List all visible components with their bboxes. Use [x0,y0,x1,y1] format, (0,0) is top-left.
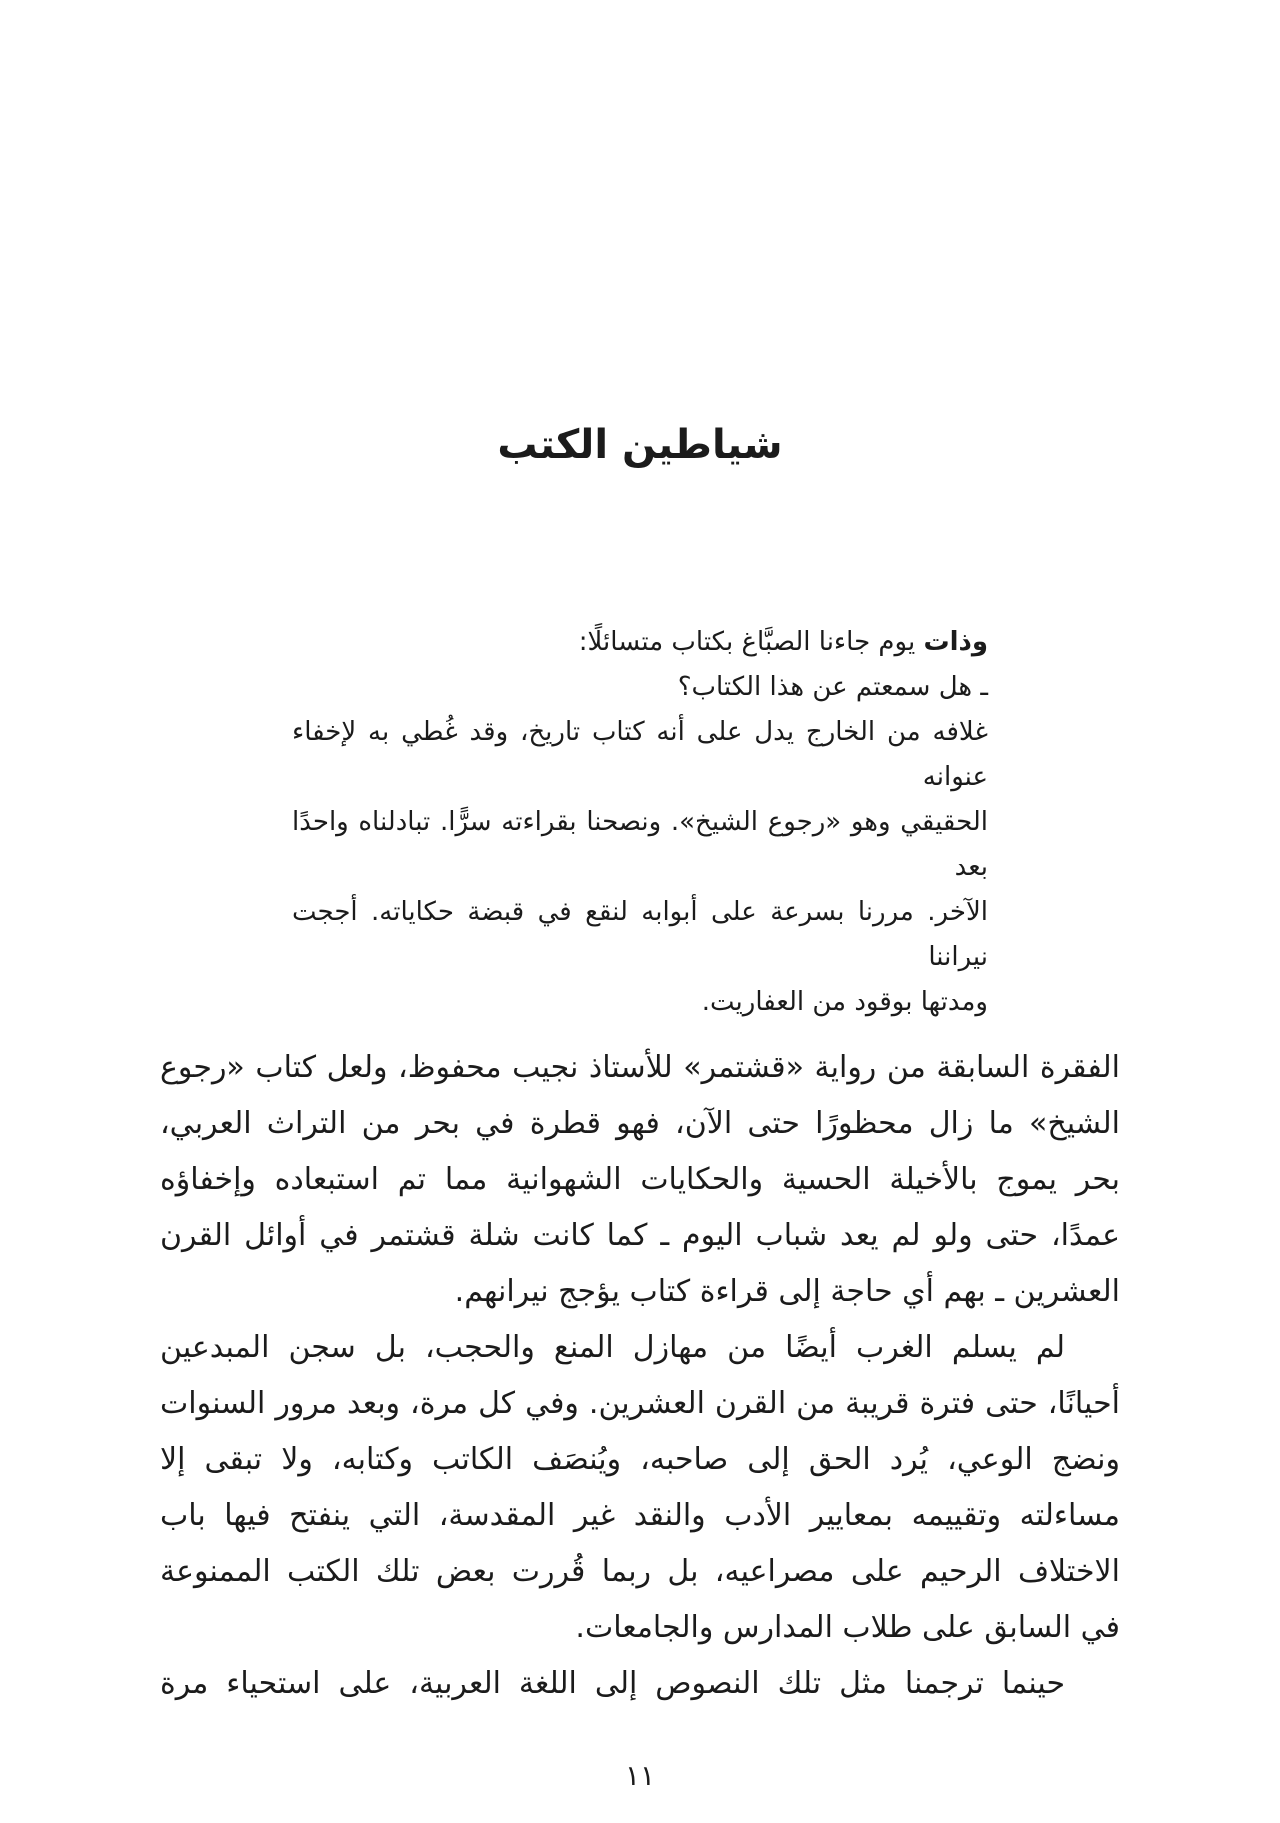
text-line: بحر يموج بالأخيلة الحسية والحكايات الشهوانية مما تم استبعاده وإخفاؤه [160,1162,1120,1197]
text-line: الشيخ» ما زال محظورًا حتى الآن، فهو قطرة في بحر من التراث العربي، [160,1106,1120,1141]
quote-line-text: يوم جاءنا الصبَّاغ بكتاب متسائلًا: [578,627,916,657]
text-line: الاختلاف الرحيم على مصراعيه، بل ربما قُررت بعض تلك الكتب الممنوعة [160,1554,1120,1589]
quote-line: الحقيقي وهو «رجوع الشيخ». ونصحنا بقراءته سرًّا. تبادلناه واحدًا بعد [292,807,988,882]
paragraph [160,1040,1120,1320]
quote-line: ـ هل سمعتم عن هذا الكتاب؟ [677,672,988,702]
paragraph [160,1656,1120,1712]
text-line: لم يسلم الغرب أيضًا من مهازل المنع والحجب، بل سجن المبدعين [160,1330,1065,1365]
main-text [160,1040,1120,1712]
quote-line [292,620,988,665]
quote-line: الآخر. مررنا بسرعة على أبوابه لنقع في قبضة حكاياته. أججت نيراننا [292,897,988,972]
paragraph [160,1320,1120,1656]
page-number: ١١ [624,1759,656,1792]
text-line: مساءلته وتقييمه بمعايير الأدب والنقد غير المقدسة، التي ينفتح فيها باب [160,1498,1120,1533]
text-line: أحيانًا، حتى فترة قريبة من القرن العشرين. وفي كل مرة، وبعد مرور السنوات [160,1386,1120,1421]
quote-lead-word: وذات [923,627,988,657]
text-line: العشرين ـ بهم أي حاجة إلى قراءة كتاب يؤجج نيرانهم. [454,1274,1120,1309]
text-line: في السابق على طلاب المدارس والجامعات. [575,1610,1120,1645]
quote-block [292,620,988,1025]
chapter-title: شياطين الكتب [497,422,783,468]
text-line: حينما ترجمنا مثل تلك النصوص إلى اللغة العربية، على استحياء مرة [160,1666,1065,1701]
quote-line: ومدتها بوقود من العفاريت. [701,987,988,1017]
text-line: الفقرة السابقة من رواية «قشتمر» للأستاذ نجيب محفوظ، ولعل كتاب «رجوع [160,1050,1120,1085]
text-line: ونضج الوعي، يُرد الحق إلى صاحبه، ويُنصَف الكاتب وكتابه، ولا تبقى إلا [160,1442,1120,1477]
text-line: عمدًا، حتى ولو لم يعد شباب اليوم ـ كما كانت شلة قشتمر في أوائل القرن [160,1218,1120,1253]
quote-line: غلافه من الخارج يدل على أنه كتاب تاريخ، وقد غُطي به لإخفاء عنوانه [292,717,988,792]
